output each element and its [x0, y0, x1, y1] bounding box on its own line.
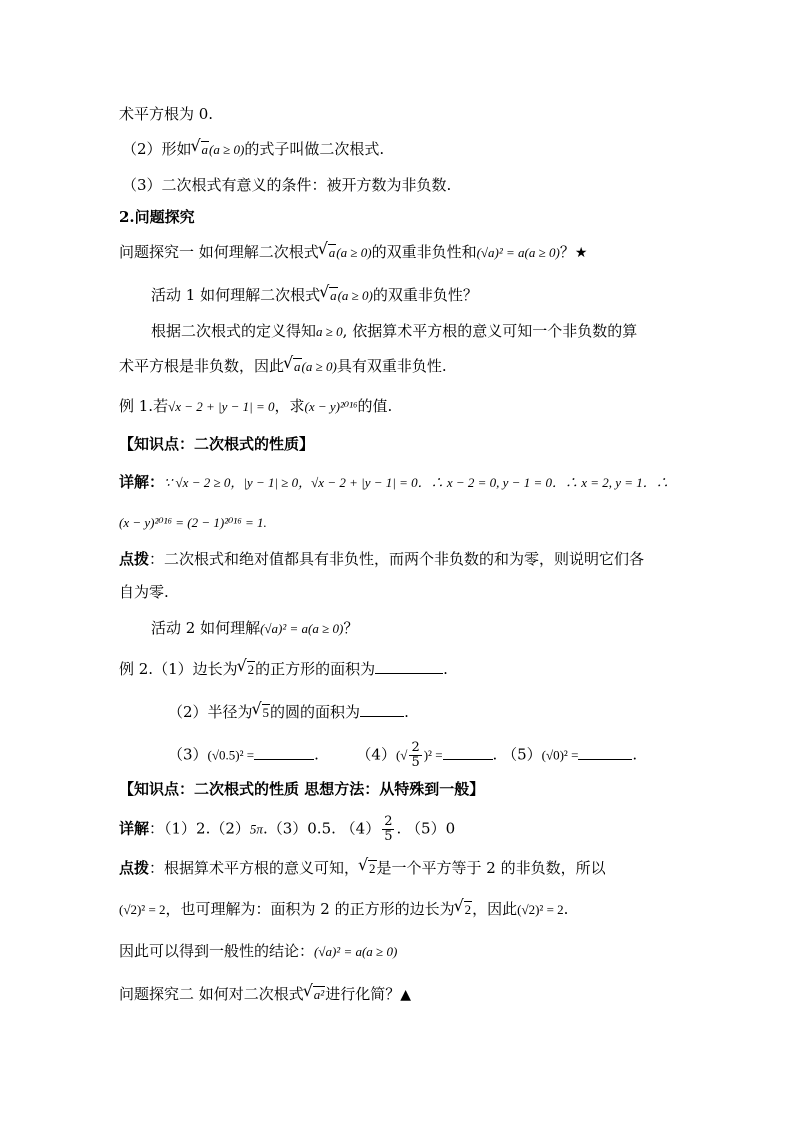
text-line: [119, 396, 392, 417]
math-expression: (x − y)²⁰¹⁶: [304, 399, 358, 414]
solution-math: (x − y)²⁰¹⁶ = (2 − 1)²⁰¹⁶ = 1.: [119, 515, 267, 530]
paragraph-text: 的式子叫做二次根式.: [244, 140, 385, 158]
text-line: 详解：（1）2.（2）5π.（3）0.5. （4） $\frac{2}{5}$ . （5）0: [119, 814, 456, 844]
math-condition: a ≥ 0: [316, 324, 343, 339]
paragraph-text: 的圆的面积为: [270, 703, 361, 721]
text-line: [119, 104, 213, 124]
sqrt-expression: √ 2: [239, 659, 256, 680]
solution-math: ∵ √x − 2 ≥ 0，|y − 1| ≥ 0，√x − 2 + |y − 1| = 0．∴ x − 2 = 0, y − 1 = 0．∴ x = 2, y = 1．∴: [164, 475, 669, 490]
paragraph-text: 因此可以得到一般性的结论：: [119, 942, 315, 960]
math-condition: (a ≥ 0): [336, 245, 372, 260]
section-heading: [119, 207, 195, 227]
answer-blank[interactable]: [443, 745, 493, 760]
sqrt-expression: √ a²: [305, 984, 325, 1005]
paragraph-text: ，也可理解为：面积为 2 的正方形的边长为: [165, 900, 455, 918]
paragraph-text: ，求: [274, 397, 305, 415]
paragraph-text: （5）: [502, 745, 542, 764]
paragraph-text: 自为零.: [119, 583, 169, 601]
knowledge-point-text: 【知识点：二次根式的性质】: [119, 435, 315, 453]
text-line: [122, 175, 451, 195]
paragraph-text: 术平方根为 0.: [119, 105, 214, 123]
math-identity: (√a)² = a(a ≥ 0): [476, 245, 560, 260]
answer-blank[interactable]: [254, 745, 314, 760]
sqrt-expression: √ 2: [360, 858, 377, 879]
paragraph-text: 术平方根是非负数，因此: [119, 357, 285, 375]
text-line: （2）半径为√ 5的圆的面积为 .: [168, 702, 409, 723]
paragraph-text: （3）二次根式有意义的条件：被开方数为非负数.: [122, 176, 452, 194]
heading-text: 2.问题探究: [119, 208, 195, 226]
paragraph-text: 的双重非负性和: [371, 243, 477, 261]
paragraph-text: （4）: [356, 745, 396, 764]
solution-label: 详解：: [119, 473, 165, 491]
text-line: [119, 941, 397, 962]
math-condition: (a ≥ 0): [209, 142, 245, 157]
sqrt-expression: √ 2: [456, 899, 473, 920]
fraction: $\frac{2}{5}$: [384, 814, 393, 844]
sqrt-expression: √ a: [193, 139, 210, 160]
paragraph-text: ：二次根式和绝对值都具有非负性，而两个非负数的和为零，则说明它们各: [149, 550, 645, 568]
fraction: $\frac{2}{5}$: [411, 740, 420, 770]
paragraph-text: 活动 1 如何理解二次根式: [151, 286, 321, 304]
knowledge-point: [119, 434, 314, 454]
paragraph-text: （3）: [168, 745, 208, 764]
knowledge-point-text: 【知识点：二次根式的性质 思想方法：从特殊到一般】: [119, 780, 485, 798]
text-line: [119, 472, 669, 493]
sqrt-expression: √ a: [320, 242, 337, 263]
sqrt-expression: √ a: [321, 285, 338, 306]
math-identity: (√a)² = a(a ≥ 0): [260, 621, 344, 636]
paragraph-text: 具有双重非负性.: [336, 357, 447, 375]
paragraph-text: ？: [343, 619, 359, 637]
paragraph-text: 根据二次根式的定义得知: [151, 322, 317, 340]
paragraph-text: （3）0.5. （4）: [267, 819, 381, 838]
paragraph-text: ：（1）2.（2）: [149, 819, 250, 838]
solution-label: 详解: [119, 819, 150, 838]
text-line: (√2)² = 2，也可理解为：面积为 2 的正方形的边长为√ 2，因此(√2)² = 2.: [119, 899, 568, 920]
math-identity: (√2)² = 2: [517, 902, 564, 917]
text-line: [119, 582, 169, 602]
answer-blank[interactable]: [578, 745, 632, 760]
sqrt-expression: √ 5: [254, 702, 271, 723]
paragraph-text: （2）形如: [122, 140, 192, 158]
paragraph-text: 问题探究一 如何理解二次根式: [119, 243, 319, 261]
tip-label: 点拨: [119, 550, 150, 568]
text-line: [119, 512, 267, 533]
text-line: [122, 139, 384, 160]
example-label: 例 1.若: [119, 397, 169, 415]
paragraph-text: ？: [559, 243, 575, 261]
paragraph-text: 的值.: [357, 397, 393, 415]
text-line: [151, 618, 358, 639]
paragraph-text: ：根据算术平方根的意义可知，: [149, 859, 360, 877]
math-expression: (√0)² =: [541, 747, 579, 763]
star-icon: ★: [574, 245, 588, 261]
paragraph-text: 活动 2 如何理解: [151, 619, 261, 637]
tip-label: 点拨: [119, 859, 150, 877]
math-identity: (√2)² = 2: [119, 902, 166, 917]
text-line: [151, 321, 637, 342]
paragraph-text: . （5）0: [396, 819, 456, 838]
text-line: [119, 242, 587, 263]
text-line: （3）(√0.5)² = . （4）(√ $\frac{2}{5}$ )² = . （5）(√0)² = .: [168, 740, 638, 770]
math-identity: (√a)² = a(a ≥ 0): [314, 944, 398, 959]
paragraph-text: 的双重非负性？: [372, 286, 478, 304]
math-condition: (a ≥ 0): [301, 359, 337, 374]
text-line: [119, 858, 606, 879]
text-line: [151, 285, 478, 306]
text-line: [119, 356, 447, 377]
paragraph-text: 是一个平方等于 2 的非负数，所以: [376, 859, 606, 877]
triangle-icon: ▲: [400, 987, 411, 1003]
paragraph-text: 问题探究二 如何对二次根式: [119, 985, 304, 1003]
knowledge-point: [119, 779, 484, 799]
answer-blank[interactable]: [360, 702, 404, 717]
sqrt-expression: √ a: [285, 356, 302, 377]
paragraph-text: 进行化简？: [325, 985, 401, 1003]
text-line: 例 2.（1）边长为√ 2的正方形的面积为 .: [119, 659, 448, 680]
text-line: [119, 984, 411, 1005]
text-line: [119, 549, 644, 569]
math-condition: (a ≥ 0): [337, 288, 373, 303]
math-expression: )² =: [423, 747, 443, 763]
paragraph-text: （2）半径为: [168, 703, 253, 721]
paragraph-text: , 依据算术平方根的意义可知一个非负数的算: [342, 322, 638, 340]
answer-blank[interactable]: [375, 659, 443, 674]
example-label: 例 2.（1）边长为: [119, 660, 238, 678]
math-expression: (√0.5)² =: [207, 747, 255, 763]
paragraph-text: ，因此: [472, 900, 518, 918]
math-equation: √x − 2 + |y − 1| = 0: [168, 399, 275, 414]
paragraph-text: 的正方形的面积为: [255, 660, 376, 678]
math-expression: 5π: [249, 821, 263, 837]
